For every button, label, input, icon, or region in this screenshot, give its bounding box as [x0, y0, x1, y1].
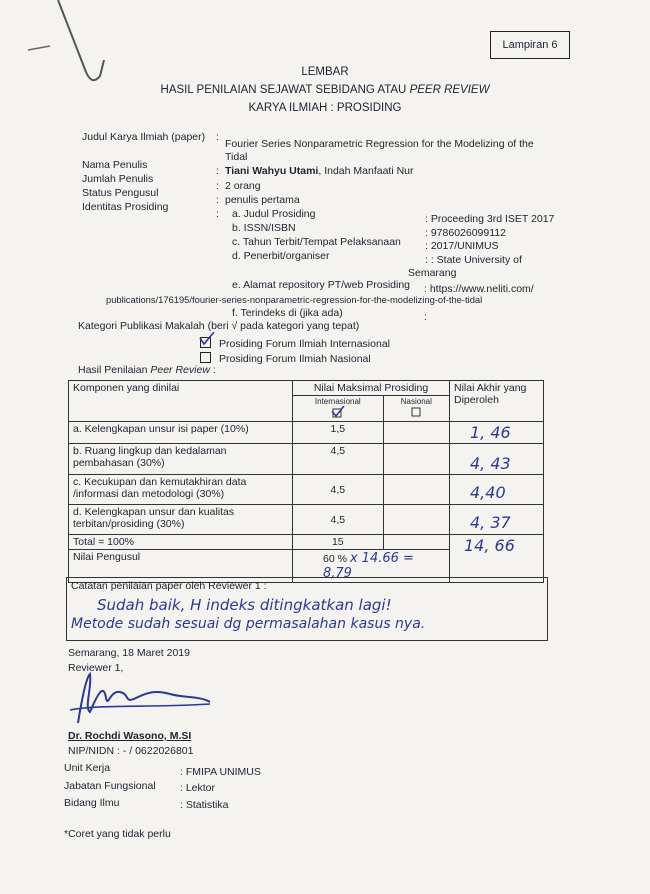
title-karya: KARYA ILMIAH : PROSIDING — [248, 102, 402, 114]
sign-date: Semarang, 18 Maret 2019 — [68, 647, 190, 659]
prosiding-a-value: : Proceeding 3rd ISET 2017 — [425, 213, 555, 225]
nama-value — [225, 165, 414, 177]
total-value: 15 — [293, 535, 384, 550]
table-total-row — [69, 535, 544, 550]
status-colon: : — [216, 194, 219, 206]
nama-label: Nama Penulis — [82, 159, 148, 171]
header-nasional — [383, 396, 449, 422]
prosiding-d-value-2: Semarang — [408, 267, 457, 279]
prosiding-f-value: : — [424, 311, 427, 323]
judul-value-1: Fourier Series Nonparametric Regression for the Modelizing of the — [225, 138, 534, 150]
prosiding-d-label: d. Penerbit/organiser — [232, 250, 330, 262]
header-internasional-label: Internasional — [314, 397, 361, 406]
jumlah-value: 2 orang — [225, 180, 261, 192]
status-label: Status Pengusul — [82, 187, 159, 199]
header-internasional — [293, 396, 384, 422]
prosiding-b-label: b. ISSN/ISBN — [232, 222, 296, 234]
prosiding-b-value: : 9786026099112 — [425, 227, 506, 239]
table-row — [69, 475, 544, 505]
hasil-label-italic: Peer Review — [150, 364, 210, 376]
row-b-nasional — [383, 444, 449, 475]
row-c-maks: 4,5 — [293, 475, 384, 505]
pengusul-label: Nilai Pengusul — [69, 550, 293, 583]
catatan-label: Catatan penilaian paper oleh Reviewer 1 : — [71, 580, 267, 592]
lampiran-box: Lampiran 6 — [490, 31, 570, 59]
catatan-hand-1: Sudah baik, H indeks ditingkatkan lagi! — [97, 596, 392, 614]
pengusul-percent: 60 % — [323, 553, 347, 565]
bidang-label: Bidang Ilmu — [64, 797, 120, 809]
check-box-icon — [331, 406, 345, 418]
prosiding-c-label: c. Tahun Terbit/Tempat Pelaksanaan — [232, 236, 401, 248]
nama-bold: Tiani Wahyu Utami — [225, 165, 319, 177]
table-header-row — [69, 381, 544, 396]
identitas-colon: : — [216, 208, 219, 220]
checkbox-nasional — [200, 352, 211, 363]
prosiding-e-label: e. Alamat repository PT/web Prosiding — [232, 279, 410, 291]
signature-mark — [60, 668, 220, 728]
prosiding-e-url: publications/176195/fourier-series-nonparametric-regression-for-the-modelizing-of-the-tidal — [106, 294, 483, 305]
nama-colon: : — [216, 165, 219, 177]
kategori-label: Kategori Publikasi Makalah (beri √ pada kategori yang tepat) — [78, 320, 360, 332]
row-c-akhir: 4,40 — [450, 475, 544, 505]
nama-rest: , Indah Manfaati Nur — [318, 165, 414, 177]
header-nilai-akhir — [450, 381, 544, 422]
table-row — [69, 505, 544, 535]
catatan-box — [66, 577, 548, 641]
prosiding-e-value: : https://www.neliti.com/ — [424, 283, 534, 295]
table-row — [69, 422, 544, 444]
row-d-nasional — [383, 505, 449, 535]
prosiding-d-value-1: : : State University of — [425, 254, 522, 266]
prosiding-a-label: a. Judul Prosiding — [232, 208, 316, 220]
header-komponen: Komponen yang dinilai — [69, 381, 293, 422]
sign-nip: NIP/NIDN : - / 0622026801 — [68, 745, 194, 757]
header-akhir-2: Diperoleh — [454, 394, 499, 406]
prosiding-f-label: f. Terindeks di (jika ada) — [232, 307, 343, 319]
title-hasil-main: HASIL PENILAIAN SEJAWAT SEBIDANG ATAU — [160, 84, 410, 96]
row-d-akhir: 4, 37 — [450, 505, 544, 535]
header-nasional-label: Nasional — [400, 397, 432, 406]
unit-value: : FMIPA UNIMUS — [180, 766, 261, 778]
jumlah-label: Jumlah Penulis — [82, 173, 154, 185]
row-a-akhir: 1, 46 — [450, 422, 544, 444]
sign-reviewer: Reviewer 1, — [68, 662, 124, 674]
footnote: *Coret yang tidak perlu — [64, 828, 171, 840]
row-a-komponen: a. Kelengkapan unsur isi paper (10%) — [69, 422, 293, 444]
unit-label: Unit Kerja — [64, 762, 111, 774]
jabatan-label: Jabatan Fungsional — [64, 780, 156, 792]
jumlah-colon: : — [216, 180, 219, 192]
title-lembar: LEMBAR — [301, 66, 349, 78]
kategori-opt1 — [200, 337, 390, 350]
judul-colon: : — [216, 131, 219, 143]
table-row — [69, 444, 544, 475]
status-value: penulis pertama — [225, 194, 300, 206]
hasil-label-main: Hasil Penilaian — [78, 364, 151, 376]
row-c-komponen: c. Kecukupan dan kemutakhiran data /informasi dan metodologi (30%) — [69, 475, 293, 505]
header-akhir-1: Nilai Akhir yang — [454, 382, 527, 394]
sign-name: Dr. Rochdi Wasono, M.SI — [68, 730, 192, 742]
row-b-akhir: 4, 43 — [450, 444, 544, 475]
empty-box-icon — [410, 406, 422, 418]
identitas-label: Identitas Prosiding — [82, 201, 169, 213]
row-d-komponen: d. Kelengkapan unsur dan kualitas terbitan/prosiding (30%) — [69, 505, 293, 535]
pengusul-calc: x 14.66 = 8,79 — [323, 551, 414, 581]
row-d-maks: 4,5 — [293, 505, 384, 535]
kategori-opt2 — [200, 352, 371, 365]
total-label: Total = 100% — [69, 535, 293, 550]
catatan-hand-2: Metode sudah sesuai dg permasalahan kasus nya. — [71, 616, 426, 632]
row-c-nasional — [383, 475, 449, 505]
row-a-nasional — [383, 422, 449, 444]
bidang-value: : Statistika — [180, 799, 229, 811]
total-nasional — [383, 535, 449, 550]
title-hasil — [0, 84, 650, 96]
kategori-opt1-label: Prosiding Forum Ilmiah Internasional — [219, 338, 390, 350]
judul-value-2: Tidal — [225, 151, 248, 163]
judul-label: Judul Karya Ilmiah (paper) — [82, 131, 206, 143]
title-hasil-italic: PEER REVIEW — [409, 84, 490, 96]
jabatan-value: : Lektor — [180, 782, 216, 794]
kategori-opt2-label: Prosiding Forum Ilmiah Nasional — [219, 353, 371, 365]
checkbox-internasional-checked — [200, 337, 211, 348]
row-b-komponen: b. Ruang lingkup dan kedalaman pembahasan (30%) — [69, 444, 293, 475]
header-nilai-maks: Nilai Maksimal Prosiding — [293, 381, 450, 396]
score-table — [68, 380, 544, 583]
check-mark-icon — [199, 332, 215, 346]
row-a-maks: 1,5 — [293, 422, 384, 444]
prosiding-c-value: : 2017/UNIMUS — [425, 240, 499, 252]
hasil-label — [78, 364, 216, 376]
row-b-maks: 4,5 — [293, 444, 384, 475]
hasil-label-end: : — [209, 364, 216, 376]
total-akhir: 14, 66 — [450, 535, 544, 583]
